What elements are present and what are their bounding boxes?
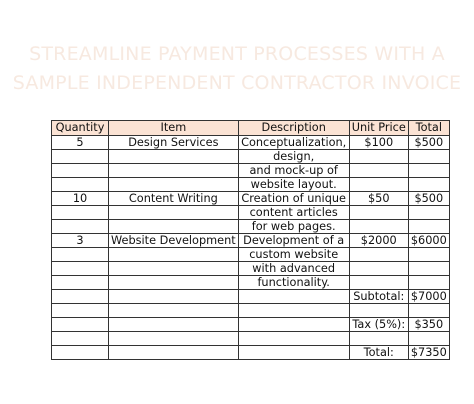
header-description: Description bbox=[238, 121, 349, 136]
table-row bbox=[52, 304, 450, 318]
table-body bbox=[52, 136, 450, 360]
description-cell: Creation of unique bbox=[238, 192, 349, 206]
description-cell: Development of a bbox=[238, 234, 349, 248]
table-row bbox=[52, 192, 450, 206]
total-cell: $350 bbox=[408, 318, 449, 332]
item-cell bbox=[109, 206, 239, 220]
table-row bbox=[52, 346, 450, 360]
table-row bbox=[52, 262, 450, 276]
unit-price-cell bbox=[349, 206, 408, 220]
total-cell bbox=[408, 262, 449, 276]
quantity-cell bbox=[52, 304, 109, 318]
item-cell bbox=[109, 150, 239, 164]
header-item: Item bbox=[109, 121, 239, 136]
description-cell bbox=[238, 318, 349, 332]
unit-price-cell bbox=[349, 248, 408, 262]
total-cell bbox=[408, 276, 449, 290]
item-cell bbox=[109, 304, 239, 318]
unit-price-cell: Subtotal: bbox=[349, 290, 408, 304]
table-row bbox=[52, 332, 450, 346]
item-cell bbox=[109, 276, 239, 290]
title-line-1: STREAMLINE PAYMENT PROCESSES WITH A bbox=[29, 43, 445, 65]
quantity-cell bbox=[52, 150, 109, 164]
quantity-cell bbox=[52, 290, 109, 304]
header-quantity: Quantity bbox=[52, 121, 109, 136]
table-row bbox=[52, 136, 450, 150]
item-cell bbox=[109, 262, 239, 276]
unit-price-cell: Tax (5%): bbox=[349, 318, 408, 332]
quantity-cell: 10 bbox=[52, 192, 109, 206]
table-row bbox=[52, 164, 450, 178]
unit-price-cell bbox=[349, 262, 408, 276]
item-cell: Design Services bbox=[109, 136, 239, 150]
total-cell bbox=[408, 164, 449, 178]
unit-price-cell bbox=[349, 164, 408, 178]
total-cell bbox=[408, 178, 449, 192]
quantity-cell bbox=[52, 206, 109, 220]
table-row bbox=[52, 290, 450, 304]
quantity-cell bbox=[52, 332, 109, 346]
quantity-cell bbox=[52, 164, 109, 178]
unit-price-cell bbox=[349, 332, 408, 346]
title-line-2: SAMPLE INDEPENDENT CONTRACTOR INVOICE bbox=[12, 72, 462, 94]
item-cell bbox=[109, 178, 239, 192]
total-cell bbox=[408, 150, 449, 164]
quantity-cell bbox=[52, 262, 109, 276]
item-cell bbox=[109, 164, 239, 178]
description-cell: functionality. bbox=[238, 276, 349, 290]
table-row bbox=[52, 248, 450, 262]
description-cell: content articles bbox=[238, 206, 349, 220]
total-cell: $7350 bbox=[408, 346, 449, 360]
total-cell bbox=[408, 206, 449, 220]
quantity-cell bbox=[52, 220, 109, 234]
item-cell: Website Development bbox=[109, 234, 239, 248]
total-cell: $7000 bbox=[408, 290, 449, 304]
description-cell: and mock-up of bbox=[238, 164, 349, 178]
total-cell: $500 bbox=[408, 136, 449, 150]
description-cell: website layout. bbox=[238, 178, 349, 192]
quantity-cell: 5 bbox=[52, 136, 109, 150]
item-cell: Content Writing bbox=[109, 192, 239, 206]
unit-price-cell bbox=[349, 304, 408, 318]
quantity-cell bbox=[52, 346, 109, 360]
description-cell: design, bbox=[238, 150, 349, 164]
description-cell: Conceptualization, bbox=[238, 136, 349, 150]
unit-price-cell bbox=[349, 276, 408, 290]
description-cell bbox=[238, 332, 349, 346]
description-cell: custom website bbox=[238, 248, 349, 262]
total-cell bbox=[408, 248, 449, 262]
table-row bbox=[52, 234, 450, 248]
quantity-cell bbox=[52, 318, 109, 332]
unit-price-cell: $100 bbox=[349, 136, 408, 150]
quantity-cell bbox=[52, 248, 109, 262]
item-cell bbox=[109, 318, 239, 332]
description-cell bbox=[238, 304, 349, 318]
total-cell bbox=[408, 332, 449, 346]
unit-price-cell: Total: bbox=[349, 346, 408, 360]
header-total: Total bbox=[408, 121, 449, 136]
quantity-cell bbox=[52, 178, 109, 192]
total-cell bbox=[408, 220, 449, 234]
unit-price-cell: $2000 bbox=[349, 234, 408, 248]
unit-price-cell bbox=[349, 220, 408, 234]
total-cell bbox=[408, 304, 449, 318]
table-row bbox=[52, 206, 450, 220]
table-header-row bbox=[52, 121, 450, 136]
table-row bbox=[52, 276, 450, 290]
description-cell bbox=[238, 290, 349, 304]
unit-price-cell bbox=[349, 178, 408, 192]
description-cell: with advanced bbox=[238, 262, 349, 276]
description-cell bbox=[238, 346, 349, 360]
header-unit-price: Unit Price bbox=[349, 121, 408, 136]
invoice-table bbox=[51, 120, 450, 360]
page-title bbox=[0, 40, 474, 98]
unit-price-cell bbox=[349, 150, 408, 164]
item-cell bbox=[109, 248, 239, 262]
total-cell: $500 bbox=[408, 192, 449, 206]
quantity-cell bbox=[52, 276, 109, 290]
description-cell: for web pages. bbox=[238, 220, 349, 234]
table-row bbox=[52, 150, 450, 164]
item-cell bbox=[109, 220, 239, 234]
table-row bbox=[52, 318, 450, 332]
unit-price-cell: $50 bbox=[349, 192, 408, 206]
item-cell bbox=[109, 332, 239, 346]
item-cell bbox=[109, 346, 239, 360]
table-row bbox=[52, 220, 450, 234]
table-row bbox=[52, 178, 450, 192]
total-cell: $6000 bbox=[408, 234, 449, 248]
quantity-cell: 3 bbox=[52, 234, 109, 248]
item-cell bbox=[109, 290, 239, 304]
